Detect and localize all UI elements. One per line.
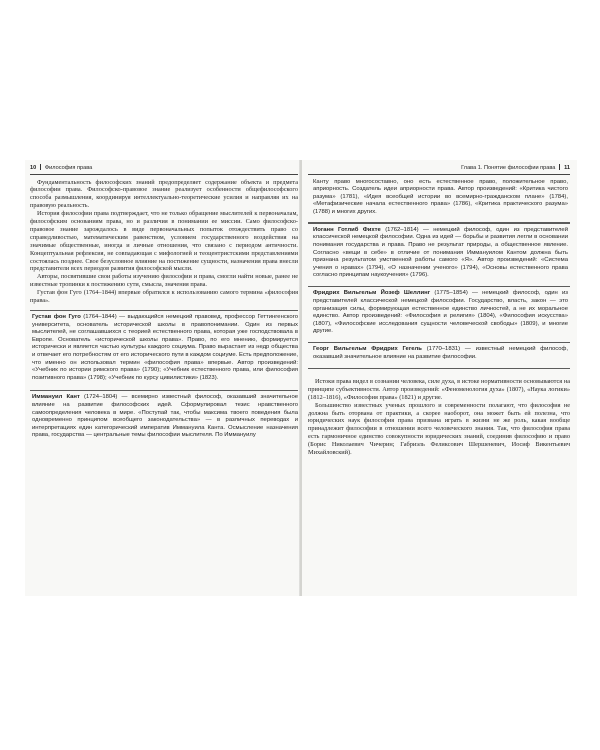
biography-name: Фридрих Вильгельм Йозеф Шеллинг xyxy=(313,290,431,297)
biography-name: Густав фон Гуго xyxy=(32,314,81,320)
biography-box-fichte xyxy=(308,227,570,283)
right-page xyxy=(302,160,577,596)
right-page-number: 11 xyxy=(564,165,570,171)
body-paragraph: Большинство известных ученых прошлого и современности полагают, что философия не должна быть оторвана от практики, а скорее наоборот, она может быть ей полезна, что юридических наук философия права призвана играть в жизни не же роль, какая вообще принадлежит философии в отношении всего человеческого знания. Так, что философия права есть гармоничное единство совокупности юридических знаний, соединив философию и право (Борис Николаевич Чичерин; Габриэль Феликсович Шершеневич, Иосиф Викентьевич Михайловский). xyxy=(308,401,570,457)
biography-text: (1764–1844) — выдающийся немецкий правовед, профессор Геттингенского университета, основатель исторической школы в правопонимании. Один из первых мыслителей, не соглашавшихся с теорией естественного права, которая уже господствовала в Европе. Основатель «исторической школы права». Право, по его мнению, формируется исторически и является частью культуры каждого социума. Право вырастает из недр общества и отвечает его потребностям от его исторического пути в каждом социуме. Есть предположение, что именно он использовал термин «философия права» впервые. Автор произведений: «Учебник по истории римского права» (1790); «Учебник естественного права, или философия позитивного права» (1798); «Учебник по курсу цивилистики» (1823). xyxy=(32,314,298,381)
body-paragraph: Истоки права видел в сознании человека, силе духа, в истоке нормативности основываются на принципе субъективности. Автор произведений: «Феноменология духа» (1807), «Наука логики» (1812–1816), «Философия права» (1821) и другие. xyxy=(308,377,570,401)
left-running-head xyxy=(30,164,298,175)
biography-text: (1724–1804) — всемирно известный философ, оказавший значительное влияние на развитие философских идей. Сформулировал тезис нравственного самоопределения человека в мире. «Поступай так, чтобы максима твоего поведения была одновременно принципом всеобщего законодательства» — в различных переводах и интерпретациях един категорический императив Иммануила Канта. Осмысление назначения права, государства — центральные темы философии мыслителя. По Иммануилу xyxy=(32,394,298,439)
biography-text: (1762–1814) — немецкий философ, один из представителей классической немецкой философии. Одна из идей — борьбы и развития легли в основании понимания государства и права. Право не результат природы, а общественное явление. Согласно «вещи в себе» в отличие от понимания Иммануилом Кантом должна быть признана результатом умственной работы самого «Я». Автор произведений: «Система учения о нравах» (1794), «О назначении ученого» (1794), «Основы естественного права согласно принципам наукоучения» (1796). xyxy=(313,226,568,279)
biography-box-hegel xyxy=(308,346,570,364)
biography-text: Канту право многосоставно, оно есть естественное право, положительное право, априорность. Создатель идеи априорности права. Автор произведений: «Критика чистого разума» (1781), «Идея всеобщей истории во всемирно-гражданском плане» (1784), «Метафизические начала естественного права» (1786), «Критика практического разума» (1788) и многих других. xyxy=(313,178,568,215)
biography-box-kant xyxy=(30,390,298,443)
body-paragraph: Густав фон Гуго (1764–1844) впервые обратился к использованию самого термина «философия права». xyxy=(30,289,298,305)
biography-name: Иммануил Кант xyxy=(32,394,80,401)
box-divider xyxy=(308,368,570,369)
body-paragraph: Авторы, посвятившие свои работы изучению философии и права, смогли найти новые, ранее не известные тропинки к постижению сути, смысла, значения права. xyxy=(30,273,298,289)
biography-box-kant-continued xyxy=(308,179,570,220)
biography-text: (1775–1854) — немецкий философ, один из представителей классической немецкой философии. Государство, власть, закон — это организация силы, формирующая естественное единство личностей, а не их моральное единство. Автор произведений: «Философия и религия» (1804), «Философия искусства» (1807), «Философские исследования сущности человеческой свободы» (1809), и многие другие. xyxy=(313,290,568,335)
biography-box-schelling xyxy=(308,290,570,339)
box-divider xyxy=(308,222,570,223)
left-page xyxy=(25,160,300,596)
biography-text: (1770–1831) — известный немецкий философ, оказавший значительное влияние на развитие философии. xyxy=(313,346,568,360)
book-spread xyxy=(25,160,577,596)
box-divider xyxy=(308,286,570,287)
biography-name: Георг Вильгельм Фридрих Гегель xyxy=(313,346,422,353)
biography-box-hugo xyxy=(30,310,298,385)
body-paragraph: История философии права подтверждает, что не только обращение мыслителей к первоначалам, философским основаниям права, но и различия в понимании ее миссии. Само философско-правовое знание зарождалось в виде первоначальных попыток отождествить право со справедливостью, математическим равенством, условием государственного воздействия на значимые общественные, иногда и личные отношения, что связано с периодом античности. Концептуальная рефлексия, не совпадающая с мифологией и теоцентристскими представлениями состоялась позднее. Свое безусловное влияние на постижение сущности, назначения права внесли представители всех периодов развития философской мысли. xyxy=(30,210,298,273)
biography-name: Иоганн Готлиб Фихте xyxy=(313,226,381,233)
header-divider xyxy=(40,164,41,170)
right-running-head xyxy=(308,164,570,175)
header-divider xyxy=(559,164,560,170)
box-divider xyxy=(308,342,570,343)
right-running-title: Глава 1. Понятие философии права xyxy=(461,165,556,171)
left-page-number: 10 xyxy=(30,165,37,171)
body-paragraph: Фундаментальность философских знаний предопределяет содержание объекта и предмета философии права. Философско-правовое знание реализует особенности общефилософского способа размышления, координируя интеллектуально-теоретические усилия и направляя их на правовую реальность. xyxy=(30,178,298,210)
left-running-title: Философия права xyxy=(44,165,93,171)
